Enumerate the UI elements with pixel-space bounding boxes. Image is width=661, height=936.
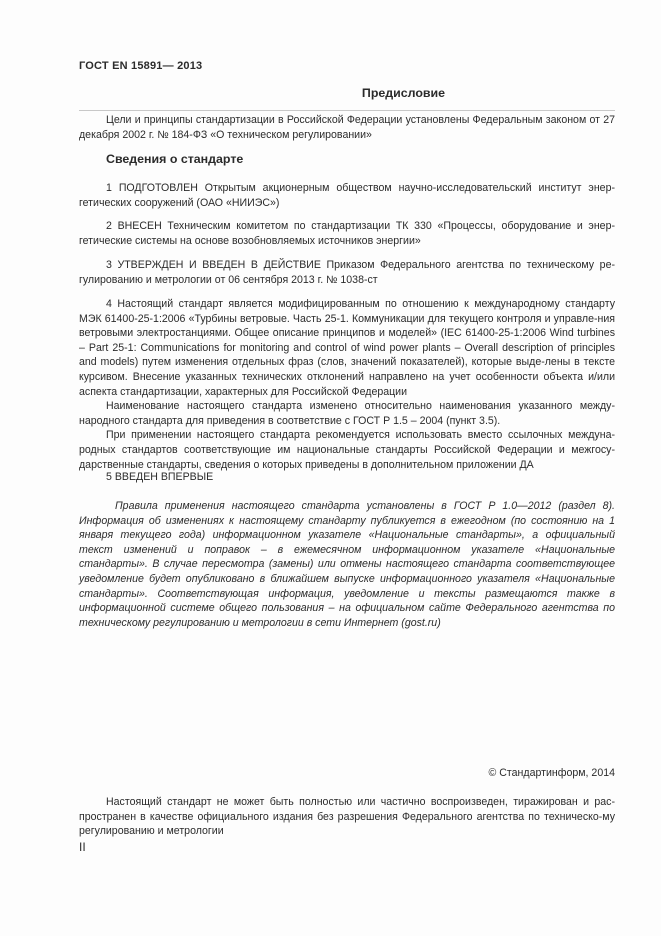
standard-info-title: Сведения о стандарте [106, 152, 244, 166]
item-4-paragraph-3: При применении настоящего стандарта рекомендуется использовать вместо ссылочных междуна-родных стандартов соответствующие им национальные стандарты Российской Федерации и межгосу-дарственные стандарты, сведения о которых приведены в дополнительном приложении ДА [79, 429, 615, 471]
reproduction-notice-block [79, 795, 615, 839]
preface-intro-block [79, 113, 615, 142]
item-3-block [79, 258, 615, 287]
page-number: II [79, 840, 86, 854]
copyright-line: © Стандартинформ, 2014 [488, 767, 615, 779]
preface-title-wrapper [0, 86, 661, 102]
item-3-text: 3 УТВЕРЖДЕН И ВВЕДЕН В ДЕЙСТВИЕ Приказом Федерального агентства по техническому ре-гулированию и метрологии от 06 сентября 2013 г. № 1038-ст [79, 259, 615, 286]
header-rule [79, 110, 615, 111]
item-1-text: 1 ПОДГОТОВЛЕН Открытым акционерным обществом научно-исследовательский институт энер-гетических сооружений (ОАО «НИИЭС») [79, 182, 615, 209]
item-5-text: 5 ВВЕДЕН ВПЕРВЫЕ [106, 471, 214, 483]
item-4-paragraph-2: Наименование настоящего стандарта изменено относительно наименования указанного между-народного стандарта для приведения в соответствие с ГОСТ Р 1.5 – 2004 (пункт 3.5). [79, 400, 615, 427]
item-4-paragraph-1: 4 Настоящий стандарт является модифицированным по отношению к международному стандарту МЭК 61400-25-1:2006 «Турбины ветровые. Часть 25-1. Коммуникации для текущего контроля и управле-ния ветровыми электростанциями. Общее описание принципов и моделей» (IEC 61400-25-1:2006 Wind turbines – Part 25-1: Communications for monitoring and control of wind power plants – Overall description of principles and models) путем изменения отдельных фраз (слов, значений показателей), которые выде-лены в тексте курсивом. Внесение указанных технических отклонений направлено на учет особенности объекта и/или аспекта стандартизации, характерных для Российской Федерации [79, 298, 615, 398]
rules-notice-text: Правила применения настоящего стандарта установлены в ГОСТ Р 1.0—2012 (раздел 8). Информация об изменениях к настоящему стандарту публикуется в ежегодном (по состоянию на 1 января текущего года) информационном указателе «Национальные стандарты», а официальный текст изменений и поправок – в ежемесячном информационном указателе «Национальные стандарты». В случае пересмотра (замены) или отмены настоящего стандарта соответствующее уведомление будет опубликовано в ближайшем выпуске информационного указателя «Национальные стандарты». Соответствующая информация, уведомление и тексты размещаются также в информационной системе общего пользования – на официальном сайте Федерального агентства по техническому регулированию и метрологии в сети Интернет (gost.ru) [79, 500, 615, 629]
item-4-block [79, 297, 615, 472]
reproduction-notice-text: Настоящий стандарт не может быть полностью или частично воспроизведен, тиражирован и рас-пространен в качестве официального издания без разрешения Федерального агентства по техническо-му регулированию и метрологии [79, 796, 615, 838]
item-2-block [79, 219, 615, 248]
rules-notice-block [79, 499, 615, 630]
preface-title: Предисловие [361, 86, 446, 100]
item-2-text: 2 ВНЕСЕН Техническим комитетом по стандартизации ТК 330 «Процессы, оборудование и энер-гетические системы на основе возобновляемых источников энергии» [79, 220, 615, 247]
standard-code-header: ГОСТ EN 15891— 2013 [79, 60, 203, 72]
item-5-block [79, 470, 615, 485]
item-1-block [79, 181, 615, 210]
preface-intro: Цели и принципы стандартизации в Российской Федерации установлены Федеральным законом от 27 декабря 2002 г. № 184-ФЗ «О техническом регулировании» [79, 114, 615, 141]
